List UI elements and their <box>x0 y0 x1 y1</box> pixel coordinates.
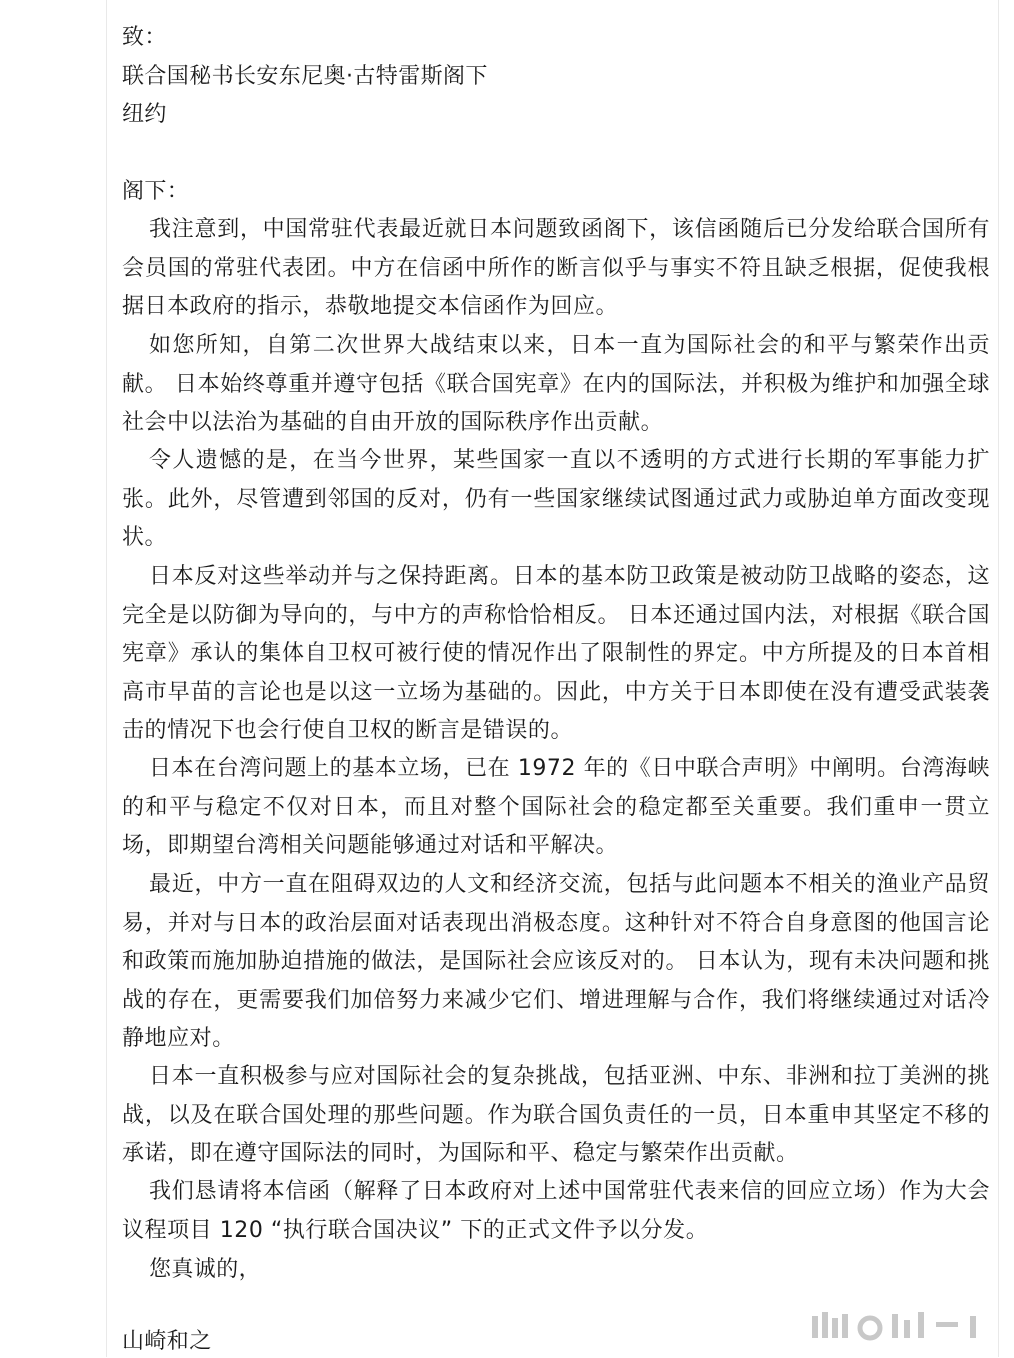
page-edge-right <box>998 0 999 1357</box>
closing: 您真诚的， <box>149 1257 262 1282</box>
watermark-bar <box>822 1312 828 1338</box>
watermark-ring <box>860 1318 880 1338</box>
salutation-to: 致： <box>122 25 167 50</box>
watermark-bar <box>904 1320 910 1338</box>
paragraph-8: 我们恳请将本信函（解释了日本政府对上述中国常驻代表来信的回应立场）作为大会议程项目 120 “执行联合国决议” 下的正式文件予以分发。 <box>122 1179 990 1243</box>
greeting: 阁下： <box>122 179 190 204</box>
paragraph-7: 日本一直积极参与应对国际社会的复杂挑战，包括亚洲、中东、非洲和拉丁美洲的挑战，以及在联合国处理的那些问题。作为联合国负责任的一员，日本重申其坚定不移的承诺，即在遵守国际法的同时，为国际和平、稳定与繁荣作出贡献。 <box>122 1064 990 1166</box>
watermark-bar <box>832 1318 838 1338</box>
paragraph-6: 最近，中方一直在阻碍双边的人文和经济交流，包括与此问题本不相关的渔业产品贸易，并对与日本的政治层面对话表现出消极态度。这种针对不符合自身意图的他国言论和政策而施加胁迫措施的做法，是国际社会应该反对的。 日本认为，现有未决问题和挑战的存在，更需要我们加倍努力来减少它们、增进理解与合作，我们将继续通过对话冷静地应对。 <box>122 872 990 1051</box>
addressee: 联合国秘书长安东尼奥·古特雷斯阁下 <box>122 64 488 89</box>
paragraph-1: 我注意到，中国常驻代表最近就日本问题致函阁下，该信函随后已分发给联合国所有会员国的常驻代表团。中方在信函中所作的断言似乎与事实不符且缺乏根据，促使我根据日本政府的指示，恭敬地提交本信函作为回应。 <box>122 217 990 319</box>
page-edge-left <box>106 0 107 1357</box>
paragraph-2: 如您所知，自第二次世界大战结束以来，日本一直为国际社会的和平与繁荣作出贡献。 日本始终尊重并遵守包括《联合国宪章》在内的国际法，并积极为维护和加强全球社会中以法治为基础的自由开放的国际秩序作出贡献。 <box>122 333 990 435</box>
watermark-bar <box>842 1314 848 1338</box>
paragraph-5: 日本在台湾问题上的基本立场，已在 1972 年的《日中联合声明》中阐明。台湾海峡的和平与稳定不仅对日本，而且对整个国际社会的稳定都至关重要。我们重申一贯立场，即期望台湾相关问题能够通过对话和平解决。 <box>122 756 990 858</box>
watermark-bar <box>812 1316 818 1338</box>
signature: 山崎和之 <box>122 1329 212 1354</box>
watermark-bar <box>892 1314 898 1338</box>
watermark-dash <box>936 1322 958 1327</box>
watermark-bar <box>970 1316 976 1338</box>
location: 纽约 <box>122 102 167 127</box>
paragraph-3: 令人遗憾的是，在当今世界，某些国家一直以不透明的方式进行长期的军事能力扩张。此外，尽管遭到邻国的反对，仍有一些国家继续试图通过武力或胁迫单方面改变现状。 <box>122 448 990 550</box>
paragraph-4: 日本反对这些举动并与之保持距离。日本的基本防卫政策是被动防卫战略的姿态，这完全是以防御为导向的，与中方的声称恰恰相反。 日本还通过国内法，对根据《联合国宪章》承认的集体自卫权可被行使的情况作出了限制性的界定。中方所提及的日本首相高市早苗的言论也是以这一立场为基础的。因此，中方关于日本即使在没有遭受武装袭击的情况下也会行使自卫权的断言是错误的。 <box>122 564 990 743</box>
watermark-bar <box>918 1312 924 1338</box>
watermark-logo <box>810 1308 990 1344</box>
